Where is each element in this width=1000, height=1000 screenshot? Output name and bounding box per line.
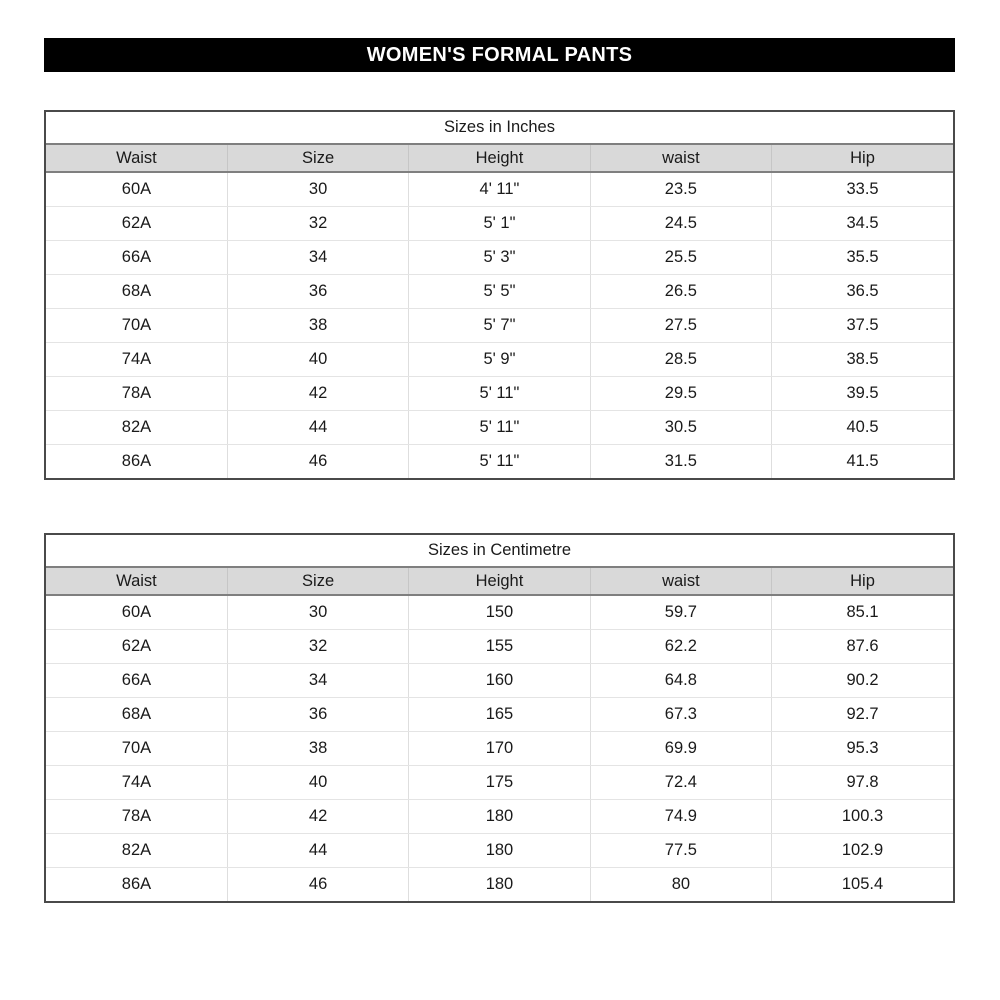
table-cell: 42 bbox=[227, 800, 408, 834]
table-cell: 38.5 bbox=[772, 343, 953, 377]
column-header: Hip bbox=[772, 144, 953, 172]
column-header: Size bbox=[227, 567, 408, 595]
table-cell: 5' 11" bbox=[409, 377, 590, 411]
table-cell: 102.9 bbox=[772, 834, 953, 868]
table-cell: 24.5 bbox=[590, 207, 771, 241]
table-cell: 34 bbox=[227, 241, 408, 275]
table-cell: 30.5 bbox=[590, 411, 771, 445]
table-cell: 66A bbox=[46, 664, 227, 698]
table-cell: 40 bbox=[227, 766, 408, 800]
table-cell: 46 bbox=[227, 445, 408, 479]
inches-table-body bbox=[46, 172, 953, 478]
table-cell: 87.6 bbox=[772, 630, 953, 664]
table-cell: 72.4 bbox=[590, 766, 771, 800]
table-cell: 180 bbox=[409, 868, 590, 902]
table-cell: 32 bbox=[227, 630, 408, 664]
table-cell: 60A bbox=[46, 172, 227, 207]
table-title: Sizes in Centimetre bbox=[427, 541, 572, 559]
table-cell: 23.5 bbox=[590, 172, 771, 207]
table-cell: 97.8 bbox=[772, 766, 953, 800]
table-cell: 40 bbox=[227, 343, 408, 377]
table-cell: 78A bbox=[46, 800, 227, 834]
table-row bbox=[46, 664, 953, 698]
table-cell: 34 bbox=[227, 664, 408, 698]
table-row bbox=[46, 343, 953, 377]
table-cell: 5' 11" bbox=[409, 445, 590, 479]
table-cell: 175 bbox=[409, 766, 590, 800]
table-cell: 69.9 bbox=[590, 732, 771, 766]
centimetre-table-body bbox=[46, 595, 953, 901]
table-header-row bbox=[46, 567, 953, 595]
table-row bbox=[46, 630, 953, 664]
table-cell: 74.9 bbox=[590, 800, 771, 834]
table-cell: 180 bbox=[409, 834, 590, 868]
table-cell: 74A bbox=[46, 766, 227, 800]
table-cell: 36 bbox=[227, 275, 408, 309]
table-cell: 26.5 bbox=[590, 275, 771, 309]
table-cell: 32 bbox=[227, 207, 408, 241]
column-header: Hip bbox=[772, 567, 953, 595]
table-cell: 60A bbox=[46, 595, 227, 630]
table-cell: 42 bbox=[227, 377, 408, 411]
column-header: Waist bbox=[46, 144, 227, 172]
table-cell: 5' 9" bbox=[409, 343, 590, 377]
centimetre-table-head bbox=[46, 535, 953, 595]
table-cell: 28.5 bbox=[590, 343, 771, 377]
table-cell: 86A bbox=[121, 875, 152, 893]
table-row bbox=[46, 172, 953, 207]
table-cell: 90.2 bbox=[772, 664, 953, 698]
table-cell: 105.4 bbox=[772, 868, 953, 902]
table-cell: 30 bbox=[227, 172, 408, 207]
table-cell: 77.5 bbox=[590, 834, 771, 868]
table-title-row bbox=[46, 112, 953, 144]
table-cell: 59.7 bbox=[590, 595, 771, 630]
column-header: waist bbox=[590, 144, 771, 172]
table-cell: 70A bbox=[46, 732, 227, 766]
table-cell: 39.5 bbox=[772, 377, 953, 411]
table-cell: 64.8 bbox=[590, 664, 771, 698]
table-cell: 82A bbox=[46, 834, 227, 868]
table-cell: 5' 11" bbox=[409, 411, 590, 445]
table-cell: 5' 7" bbox=[409, 309, 590, 343]
table-row bbox=[46, 868, 953, 902]
table-cell: 74A bbox=[46, 343, 227, 377]
table-row bbox=[46, 411, 953, 445]
size-table-inches bbox=[44, 110, 955, 480]
table-title-row bbox=[46, 535, 953, 567]
column-header: Waist bbox=[46, 567, 227, 595]
table-row bbox=[46, 275, 953, 309]
table-cell: 4' 11" bbox=[409, 172, 590, 207]
table-cell: 180 bbox=[409, 800, 590, 834]
table-cell: 150 bbox=[409, 595, 590, 630]
page-title: WOMEN'S FORMAL PANTS bbox=[366, 43, 633, 66]
table-cell: 67.3 bbox=[590, 698, 771, 732]
centimetre-table bbox=[46, 535, 953, 901]
table-cell: 160 bbox=[409, 664, 590, 698]
table-cell: 29.5 bbox=[590, 377, 771, 411]
table-cell: 5' 3" bbox=[409, 241, 590, 275]
table-row bbox=[46, 309, 953, 343]
table-cell: 27.5 bbox=[590, 309, 771, 343]
table-cell: 86A bbox=[121, 452, 152, 470]
table-cell: 34.5 bbox=[772, 207, 953, 241]
table-cell: 31.5 bbox=[590, 445, 771, 479]
size-table-centimetre bbox=[44, 533, 955, 903]
table-cell: 62.2 bbox=[590, 630, 771, 664]
column-header: Size bbox=[227, 144, 408, 172]
table-cell: 33.5 bbox=[772, 172, 953, 207]
table-cell: 66A bbox=[46, 241, 227, 275]
table-cell: 68A bbox=[46, 275, 227, 309]
column-header: Height bbox=[409, 144, 590, 172]
table-cell: 46 bbox=[227, 868, 408, 902]
table-cell: 70A bbox=[46, 309, 227, 343]
inches-table bbox=[46, 112, 953, 478]
table-cell: 41.5 bbox=[772, 445, 953, 479]
column-header: waist bbox=[590, 567, 771, 595]
table-title: Sizes in Inches bbox=[444, 118, 555, 136]
table-row bbox=[46, 207, 953, 241]
table-row bbox=[46, 698, 953, 732]
table-cell: 92.7 bbox=[772, 698, 953, 732]
table-cell: 100.3 bbox=[772, 800, 953, 834]
table-cell: 170 bbox=[409, 732, 590, 766]
table-cell: 5' 5" bbox=[409, 275, 590, 309]
table-row bbox=[46, 445, 953, 479]
table-row bbox=[46, 834, 953, 868]
table-cell: 30 bbox=[227, 595, 408, 630]
table-cell: 155 bbox=[409, 630, 590, 664]
table-row bbox=[46, 241, 953, 275]
table-cell: 36 bbox=[227, 698, 408, 732]
table-cell: 38 bbox=[227, 732, 408, 766]
table-row bbox=[46, 595, 953, 630]
table-cell: 95.3 bbox=[772, 732, 953, 766]
table-cell: 36.5 bbox=[772, 275, 953, 309]
table-cell: 35.5 bbox=[772, 241, 953, 275]
table-cell: 40.5 bbox=[772, 411, 953, 445]
inches-table-head bbox=[46, 112, 953, 172]
page-title-banner bbox=[44, 38, 955, 72]
table-cell: 82A bbox=[46, 411, 227, 445]
table-row bbox=[46, 800, 953, 834]
table-row bbox=[46, 732, 953, 766]
table-cell: 80 bbox=[590, 868, 771, 902]
table-row bbox=[46, 766, 953, 800]
table-cell: 165 bbox=[409, 698, 590, 732]
table-cell: 5' 1" bbox=[409, 207, 590, 241]
table-cell: 37.5 bbox=[772, 309, 953, 343]
table-cell: 62A bbox=[46, 207, 227, 241]
table-cell: 25.5 bbox=[590, 241, 771, 275]
table-cell: 44 bbox=[227, 834, 408, 868]
table-cell: 38 bbox=[227, 309, 408, 343]
table-row bbox=[46, 377, 953, 411]
table-cell: 85.1 bbox=[772, 595, 953, 630]
table-cell: 62A bbox=[46, 630, 227, 664]
column-header: Height bbox=[409, 567, 590, 595]
table-cell: 78A bbox=[46, 377, 227, 411]
table-cell: 68A bbox=[46, 698, 227, 732]
table-cell: 44 bbox=[227, 411, 408, 445]
table-header-row bbox=[46, 144, 953, 172]
